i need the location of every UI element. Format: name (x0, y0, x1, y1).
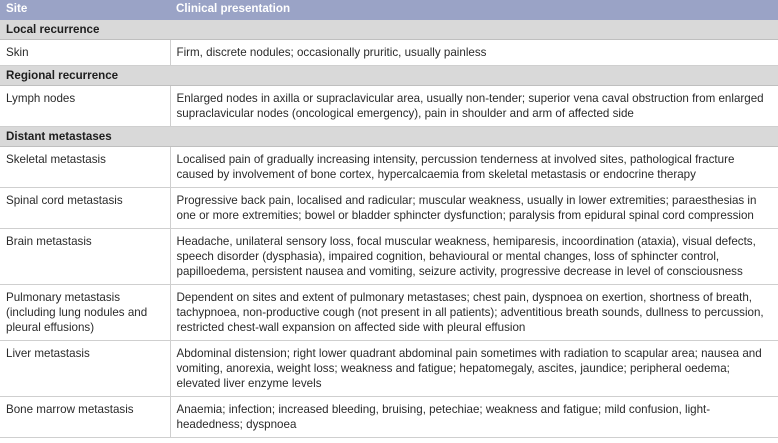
section-title: Regional recurrence (0, 66, 778, 86)
site-cell: Pulmonary metastasis (including lung nodules and pleural effusions) (0, 285, 170, 341)
table-row (0, 229, 778, 285)
site-cell: Liver metastasis (0, 341, 170, 397)
presentation-cell: Localised pain of gradually increasing intensity, percussion tenderness at involved sites, pathological fracture caused by involvement of bone cortex, hypercalcaemia from skeletal metastasis or endocrine therapy (170, 147, 778, 188)
table-row (0, 285, 778, 341)
presentation-cell: Anaemia; infection; increased bleeding, bruising, petechiae; weakness and fatigue; mild confusion, light-headedness; dyspnoea (170, 397, 778, 438)
section-row-distant-metastases (0, 127, 778, 147)
table-row (0, 147, 778, 188)
table-body (0, 20, 778, 438)
section-row-local-recurrence (0, 20, 778, 40)
site-cell: Brain metastasis (0, 229, 170, 285)
presentation-cell: Abdominal distension; right lower quadrant abdominal pain sometimes with radiation to scapular area; nausea and vomiting, anorexia, weight loss; weakness and fatigue; hepatomegaly, ascites, jaundice; peripheral oedema; elevated liver enzyme levels (170, 341, 778, 397)
section-title: Distant metastases (0, 127, 778, 147)
section-title: Local recurrence (0, 20, 778, 40)
table-row (0, 188, 778, 229)
site-cell: Skin (0, 40, 170, 66)
site-cell: Spinal cord metastasis (0, 188, 170, 229)
presentation-cell: Dependent on sites and extent of pulmonary metastases; chest pain, dyspnoea on exertion, shortness of breath, tachypnoea, non-productive cough (not present in all patients); adventitious breath sounds, dullness to percussion, restricted chest-wall expansion on affected side with pleural effusion (170, 285, 778, 341)
presentation-cell: Firm, discrete nodules; occasionally pruritic, usually painless (170, 40, 778, 66)
site-cell: Bone marrow metastasis (0, 397, 170, 438)
presentation-cell: Headache, unilateral sensory loss, focal muscular weakness, hemiparesis, incoordination (ataxia), visual defects, speech disorder (dysphasia), impaired cognition, behavioural or mental changes, loss of sphincter control, papilloedema, persistent nausea and vomiting, seizure activity, progressive decrease in level of consciousness (170, 229, 778, 285)
column-header-site: Site (0, 0, 170, 20)
presentation-cell: Enlarged nodes in axilla or supraclavicular area, usually non-tender; superior vena caval obstruction from enlarged supraclavicular nodes (oncological emergency), pain in shoulder and arm of affected side (170, 86, 778, 127)
table-row (0, 341, 778, 397)
table-row (0, 397, 778, 438)
section-row-regional-recurrence (0, 66, 778, 86)
site-cell: Skeletal metastasis (0, 147, 170, 188)
table-header (0, 0, 778, 20)
site-cell: Lymph nodes (0, 86, 170, 127)
presentation-cell: Progressive back pain, localised and radicular; muscular weakness, usually in lower extremities; paraesthesias in one or more extremities; bowel or bladder sphincter dysfunction; paralysis from epidural spinal cord compression (170, 188, 778, 229)
column-header-clinical-presentation: Clinical presentation (170, 0, 778, 20)
table-row (0, 40, 778, 66)
table-row (0, 86, 778, 127)
